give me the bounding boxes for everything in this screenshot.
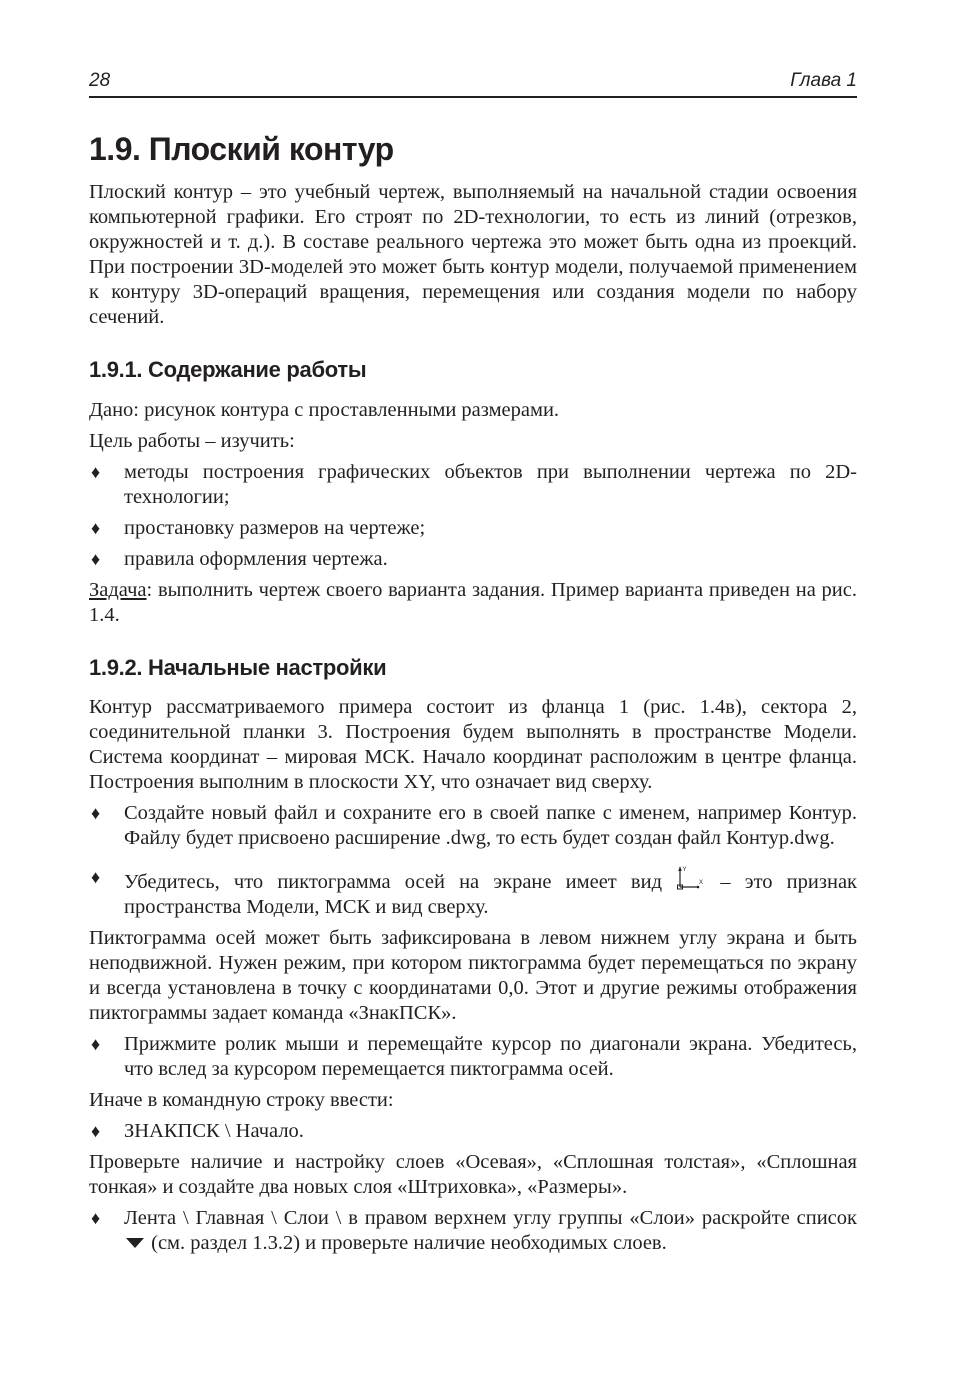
page-number: 28 xyxy=(89,70,111,91)
diamond-bullet-icon: ♦ xyxy=(91,462,101,482)
layers-paragraph: Проверьте наличие и настройку слоев «Осевая», «Сплошная толстая», «Сплошная тонкая» и создайте два новых слоя «Штриховка», «Размеры». xyxy=(89,1151,857,1198)
setup-list-2 xyxy=(89,1032,857,1082)
x-axis-label: X xyxy=(699,880,704,886)
diamond-bullet-icon: ♦ xyxy=(91,1208,101,1228)
diamond-bullet-icon: ♦ xyxy=(91,1034,101,1054)
diamond-bullet-icon: ♦ xyxy=(91,867,101,887)
goal-paragraph: Цель работы – изучить: xyxy=(89,430,295,452)
diamond-bullet-icon: ♦ xyxy=(91,549,101,569)
given-paragraph: Дано: рисунок контура с проставленными размерами. xyxy=(89,399,560,421)
list-item: ♦ простановку размеров на чертеже; xyxy=(91,517,426,539)
running-header xyxy=(89,68,857,98)
y-axis-label: Y xyxy=(682,867,687,873)
icon-mode-paragraph: Пиктограмма осей может быть зафиксирована в левом нижнем углу экрана и быть неподвижной. Нужен режим, при котором пиктограмма будет перемещаться по экрану и всегда установлена в точку с координатами 0,0. Этот и другие режимы отображения пиктограммы задает команда «ЗнакПСК». xyxy=(89,927,857,1024)
command-line-paragraph: Иначе в командную строку ввести: xyxy=(89,1089,394,1111)
diamond-bullet-icon: ♦ xyxy=(91,803,101,823)
list-item: ♦ ЗНАКПСК \ Начало. xyxy=(91,1120,304,1142)
subsection-title-2: 1.9.2. Начальные настройки xyxy=(89,655,387,680)
setup-paragraph: Контур рассматриваемого примера состоит из фланца 1 (рис. 1.4в), сектора 2, соединительной планки 3. Построения будем выполнять в пространстве Модели. Система координат – мировая МСК. Начало координат расположим в центре фланца. Построения выполним в плоскости XY, что означает вид сверху. xyxy=(89,696,857,793)
setup-list-3 xyxy=(89,1119,857,1144)
goal-list xyxy=(89,460,857,572)
task-label: Задача xyxy=(89,579,147,601)
diamond-bullet-icon: ♦ xyxy=(91,1121,101,1141)
list-item: ♦ методы построения графических объектов при выполнении чертежа по 2D-технологии; xyxy=(91,461,857,508)
dropdown-triangle-icon xyxy=(126,1238,144,1248)
subsection-title-1: 1.9.1. Содержание работы xyxy=(89,357,367,382)
chapter-label: Глава 1 xyxy=(790,70,857,91)
setup-list-1 xyxy=(89,801,857,920)
setup-list-4 xyxy=(89,1206,857,1256)
ucs-axes-icon xyxy=(676,865,706,891)
list-item: ♦ Создайте новый файл и сохраните его в своей папке с именем, например Контур. Файлу будет присвоено расширение .dwg, то есть будет создан файл Контур.dwg. xyxy=(91,802,857,849)
list-item: ♦ Убедитесь, что пиктограмма осей на экране имеет вид Y X – это признак пространства Модели, МСК и вид сверху. xyxy=(91,867,858,918)
intro-paragraph: Плоский контур – это учебный чертеж, выполняемый на начальной стадии освоения компьютерной графики. Его строят по 2D-технологии, то есть из линий (отрезков, окружностей и т. д.). В составе реального чертежа это может быть одна из проекций. При построении 3D-моделей это может быть контур модели, получаемой применением к контуру 3D-операций вращения, перемещения или создания модели по набору сечений. xyxy=(89,181,857,328)
list-item: ♦ Прижмите ролик мыши и перемещайте курсор по диагонали экрана. Убедитесь, что вслед за курсором перемещается пиктограмма осей. xyxy=(91,1033,857,1080)
list-item: ♦ правила оформления чертежа. xyxy=(91,548,388,570)
diamond-bullet-icon: ♦ xyxy=(91,518,101,538)
task-paragraph: Задача: выполнить чертеж своего варианта задания. Пример варианта приведен на рис. 1.4. xyxy=(89,579,857,626)
list-item: ♦ Лента \ Главная \ Слои \ в правом верхнем углу группы «Слои» раскройте список (см. раздел 1.3.2) и проверьте наличие необходимых слоев. xyxy=(91,1207,857,1254)
section-title: 1.9. Плоский контур xyxy=(89,131,394,167)
